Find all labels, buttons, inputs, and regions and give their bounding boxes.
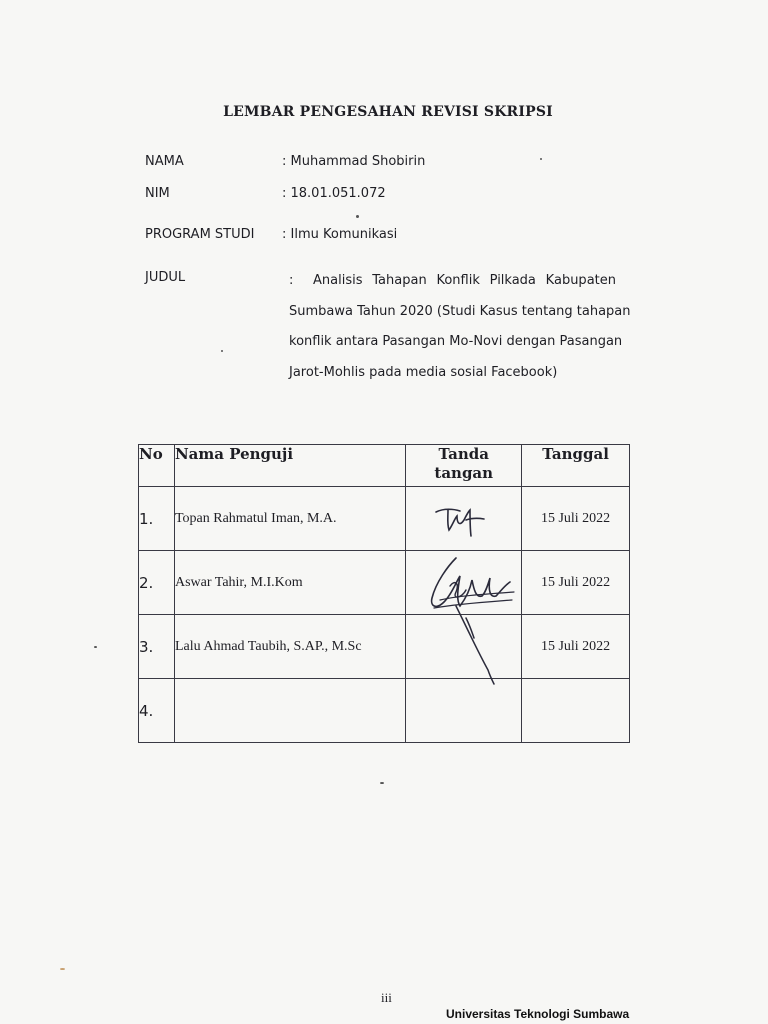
examiner-name: Topan Rahmatul Iman, M.A. [174,487,405,551]
scan-speck [380,782,384,784]
signature-date: 15 Juli 2022 [522,615,630,679]
table-row [139,679,630,743]
scan-speck [60,968,65,970]
examiner-name: Aswar Tahir, M.I.Kom [174,551,405,615]
program-studi-value: : Ilmu Komunikasi [282,227,398,242]
scan-speck [356,215,359,218]
signature-cell [406,551,522,615]
signature-date [522,679,630,743]
examiner-name: Lalu Ahmad Taubih, S.AP., M.Sc [174,615,405,679]
judul-line: Analisis Tahapan Konflik Pilkada Kabupaten [313,273,616,288]
table-row [139,487,630,551]
row-number: 4. [139,679,175,743]
header-tanda-tangan [406,445,522,487]
row-number: 2. [139,551,175,615]
header-no: No [139,445,175,487]
signature-date: 15 Juli 2022 [522,487,630,551]
program-studi-label: PROGRAM STUDI [145,227,255,242]
header-tanda-line1: Tanda [438,445,490,463]
nim-value: : 18.01.051.072 [282,186,386,201]
row-number: 3. [139,615,175,679]
table-row [139,551,630,615]
signature-cell [406,679,522,743]
nama-value: : Muhammad Shobirin [282,154,426,169]
judul-value [289,266,631,388]
judul-line: konflik antara Pasangan Mo-Novi dengan Pasangan [289,334,623,349]
judul-line: Jarot-Mohlis pada media sosial Facebook) [289,364,558,380]
examiner-table [138,444,630,743]
institution-name: Universitas Teknologi Sumbawa [446,1007,630,1021]
judul-line: Sumbawa Tahun 2020 (Studi Kasus tentang tahapan [289,303,631,319]
page-number: iii [381,990,392,1005]
header-tanggal: Tanggal [522,445,630,487]
table-row [139,615,630,679]
row-number: 1. [139,487,175,551]
signature-date: 15 Juli 2022 [522,551,630,615]
nim-label: NIM [145,186,170,201]
header-tanda-line2: tangan [434,464,494,482]
nama-label: NAMA [145,154,184,169]
table-header-row [139,445,630,487]
judul-label: JUDUL [145,270,186,285]
examiner-name [174,679,405,743]
signature-cell [406,487,522,551]
scan-speck [540,158,542,160]
signature-cell [406,615,522,679]
scan-speck [221,350,223,352]
header-nama-penguji: Nama Penguji [174,445,405,487]
judul-colon: : [289,273,294,288]
scan-speck [94,646,97,648]
page-title: LEMBAR PENGESAHAN REVISI SKRIPSI [223,104,553,120]
